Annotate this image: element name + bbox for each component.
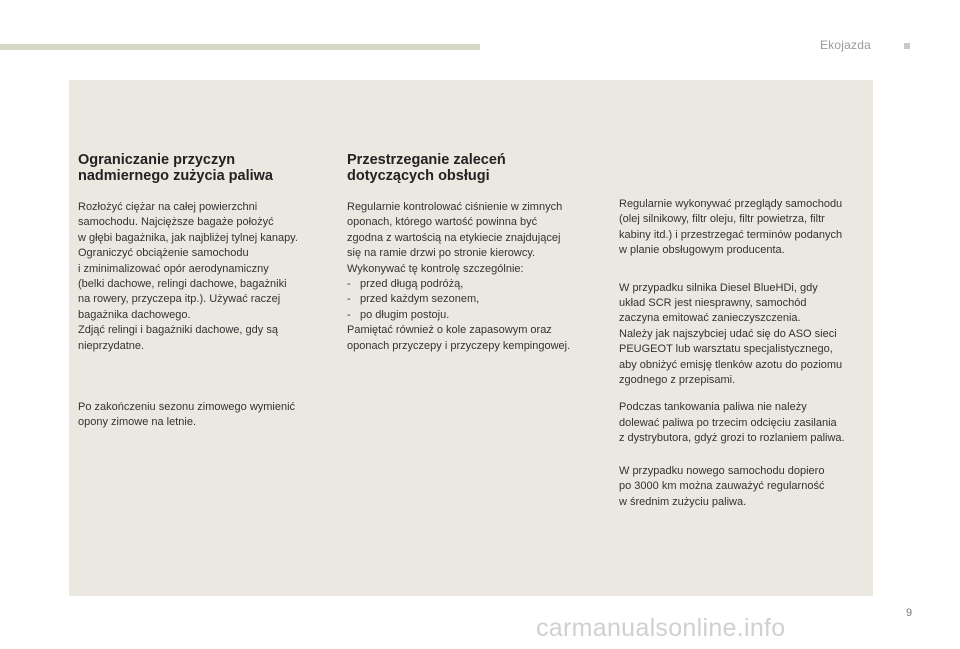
heading-maintenance [347, 152, 607, 184]
text-line: po 3000 km można zauważyć regularność [619, 480, 825, 493]
text-line: z dystrybutora, gdyż grozi to rozlaniem paliwa. [619, 432, 845, 445]
text-line: w głębi bagażnika, jak najbliżej tylnej kanapy. [78, 231, 298, 244]
check-list [347, 277, 607, 323]
list-item-text: po długim postoju. [360, 308, 450, 321]
text-line: oponach przyczepy i przyczepy kempingowej. [347, 339, 571, 352]
text-line: samochodu. Najcięższe bagaże położyć [78, 216, 274, 229]
paragraph-service-schedule [619, 197, 869, 259]
text-line: oponach, którego wartość powinna być [347, 216, 538, 229]
top-accent-bar [0, 44, 480, 50]
text-line: aby obniżyć emisję tlenków azotu do poziomu [619, 358, 843, 371]
text-line: Rozłożyć ciężar na całej powierzchni [78, 201, 258, 213]
heading-line: Przestrzeganie zaleceń [347, 152, 506, 168]
text-line: Wykonywać tę kontrolę szczególnie: [347, 262, 524, 275]
list-bullet: - [347, 278, 351, 291]
text-line: bagażnika dachowego. [78, 308, 191, 321]
watermark: carmanualsonline.info [536, 614, 786, 642]
text-line: Należy jak najszybciej udać się do ASO sieci [619, 327, 837, 340]
paragraph-winter-tyres [78, 400, 330, 431]
text-line: (belki dachowe, relingi dachowe, bagażniki [78, 278, 287, 291]
text-line: W przypadku silnika Diesel BlueHDi, gdy [619, 281, 818, 294]
paragraph-load-reduction [78, 200, 330, 354]
paragraph-spare-wheel [347, 323, 607, 354]
text-line: na rowery, przyczepa itp.). Używać raczej [78, 293, 281, 306]
list-item [347, 277, 607, 292]
paragraph-tyre-pressure [347, 200, 607, 277]
paragraph-new-vehicle [619, 464, 869, 510]
heading-line: nadmiernego zużycia paliwa [78, 168, 273, 184]
heading-fuel-consumption [78, 152, 330, 184]
paragraph-scr-system [619, 281, 869, 389]
text-line: i zminimalizować opór aerodynamiczny [78, 262, 269, 275]
text-line: się na ramie drzwi po stronie kierowcy. [347, 247, 536, 260]
text-line: dolewać paliwa po trzecim odcięciu zasilania [619, 416, 837, 429]
heading-line: dotyczących obsługi [347, 168, 490, 184]
column-maintenance [347, 152, 607, 354]
text-line: w średnim zużyciu paliwa. [619, 495, 747, 508]
text-line: Zdjąć relingi i bagażniki dachowe, gdy są [78, 324, 278, 337]
list-item-text: przed długą podróżą, [360, 278, 464, 291]
text-line: (olej silnikowy, filtr oleju, filtr powietrza, filtr [619, 213, 825, 226]
text-line: zgodna z wartością na etykiecie znajdującej [347, 231, 561, 244]
text-line: układ SCR jest niesprawny, samochód [619, 297, 807, 310]
column-fuel-consumption [78, 152, 330, 431]
paragraph-refuelling [619, 400, 869, 446]
text-line: Podczas tankowania paliwa nie należy [619, 401, 807, 414]
section-marker-square [904, 43, 910, 49]
section-title: Ekojazda [820, 38, 871, 52]
text-line: nieprzydatne. [78, 339, 145, 352]
page-number: 9 [906, 607, 913, 619]
text-line: opony zimowe na letnie. [78, 416, 197, 429]
text-line: Ograniczyć obciążenie samochodu [78, 247, 249, 260]
column-maintenance-continued [619, 197, 869, 510]
text-line: w planie obsługowym producenta. [619, 244, 785, 257]
text-line: Regularnie kontrolować ciśnienie w zimnych [347, 201, 563, 213]
list-bullet: - [347, 308, 351, 321]
text-line: W przypadku nowego samochodu dopiero [619, 464, 825, 477]
text-line: PEUGEOT lub warsztatu specjalistycznego, [619, 343, 833, 356]
list-item-text: przed każdym sezonem, [360, 293, 480, 306]
text-line: zgodnego z przepisami. [619, 374, 736, 387]
text-line: kabiny itd.) i przestrzegać terminów podanych [619, 228, 843, 241]
text-line: Po zakończeniu sezonu zimowego wymienić [78, 401, 296, 414]
list-bullet: - [347, 293, 351, 306]
text-line: Pamiętać również o kole zapasowym oraz [347, 324, 552, 337]
text-line: zaczyna emitować zanieczyszczenia. [619, 312, 801, 325]
list-item [347, 292, 607, 307]
list-item [347, 308, 607, 323]
text-line: Regularnie wykonywać przeglądy samochodu [619, 198, 843, 210]
heading-line: Ograniczanie przyczyn [78, 152, 236, 168]
